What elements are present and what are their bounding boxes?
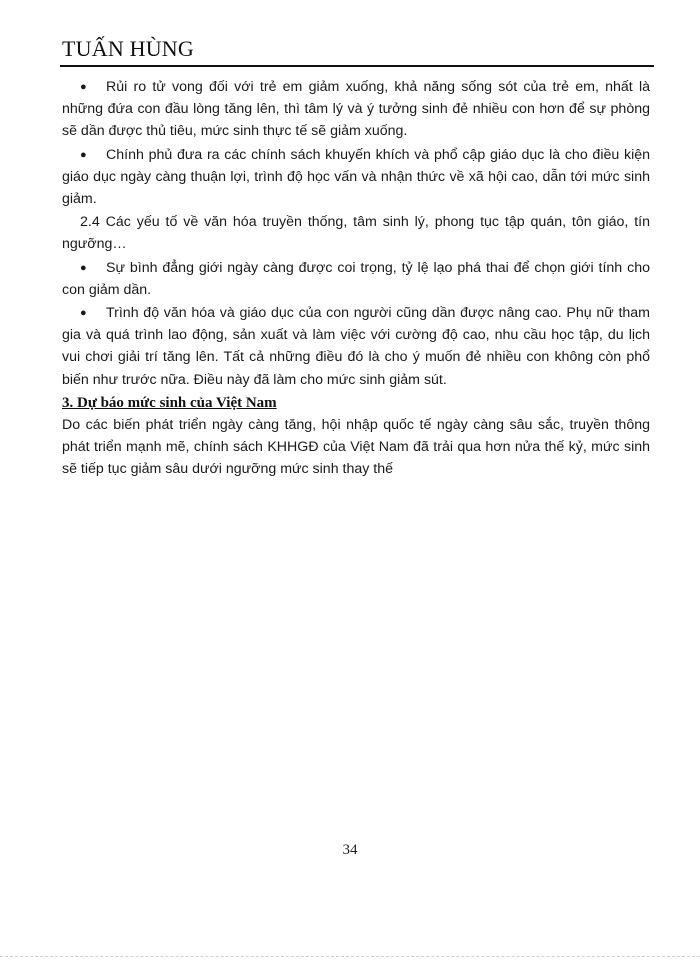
closing-paragraph: Do các biến phát triển ngày càng tăng, hội nhập quốc tế ngày càng sâu sắc, truyền thông phát triển mạnh mẽ, chính sách KHHGĐ của Việt Nam đã trải qua hơn nửa thế kỷ, mức sinh sẽ tiếp tục giảm sâu dưới ngưỡng mức sinh thay thế (62, 417, 650, 478)
bullet-paragraph (62, 76, 650, 143)
bullet-icon: ● (80, 148, 87, 161)
bullet-text: Chính phủ đưa ra các chính sách khuyến khích và phổ cập giáo dục là cho điều kiện giáo dục ngày càng thuận lợi, trình độ học vấn và nhận thức về xã hội cao, dẫn tới mức sinh giảm. (62, 146, 650, 208)
bullet-icon: ● (80, 307, 87, 320)
page-content (62, 76, 650, 482)
page-number: 34 (342, 842, 358, 858)
bullet-icon: ● (80, 261, 87, 274)
bullet-text: Rủi ro tử vong đối với trẻ em giảm xuống, khả năng sống sót của trẻ em, nhất là những đứa con đầu lòng tăng lên, thì tâm lý và ý tưởng sinh đẻ nhiều con hơn để sự phòng sẽ dần được thủ tiêu, mức sinh thực tế sẽ giảm xuống. (62, 79, 650, 140)
bullet-text: Trình độ văn hóa và giáo dục của con người cũng dần được nâng cao. Phụ nữ tham gia và quá trình lao động, sản xuất và làm việc với cường độ cao, nhu cầu học tập, du lịch vui chơi giải trí tăng lên. Tất cả những điều đó là cho ý muốn đẻ nhiều con không còn phổ biến như trước nữa. Điều này đã làm cho mức sinh giảm sút. (62, 305, 650, 388)
subsection-text: 2.4 Các yếu tố về văn hóa truyền thống, tâm sinh lý, phong tục tập quán, tôn giáo, tín ngưỡng… (62, 214, 650, 253)
bullet-paragraph (62, 302, 650, 391)
header-divider (60, 65, 654, 67)
bullet-text: Sự bình đẳng giới ngày càng được coi trọng, tỷ lệ lạo phá thai để chọn giới tính cho con giảm dần. (62, 259, 650, 298)
page-bottom-edge (0, 956, 700, 957)
bullet-paragraph (62, 144, 650, 211)
page-header-title: TUẤN HÙNG (62, 36, 194, 61)
subsection-heading (62, 211, 650, 255)
bullet-paragraph (62, 257, 650, 301)
bullet-icon: ● (80, 81, 87, 93)
section-heading: 3. Dự báo mức sinh của Việt Nam (62, 394, 277, 411)
